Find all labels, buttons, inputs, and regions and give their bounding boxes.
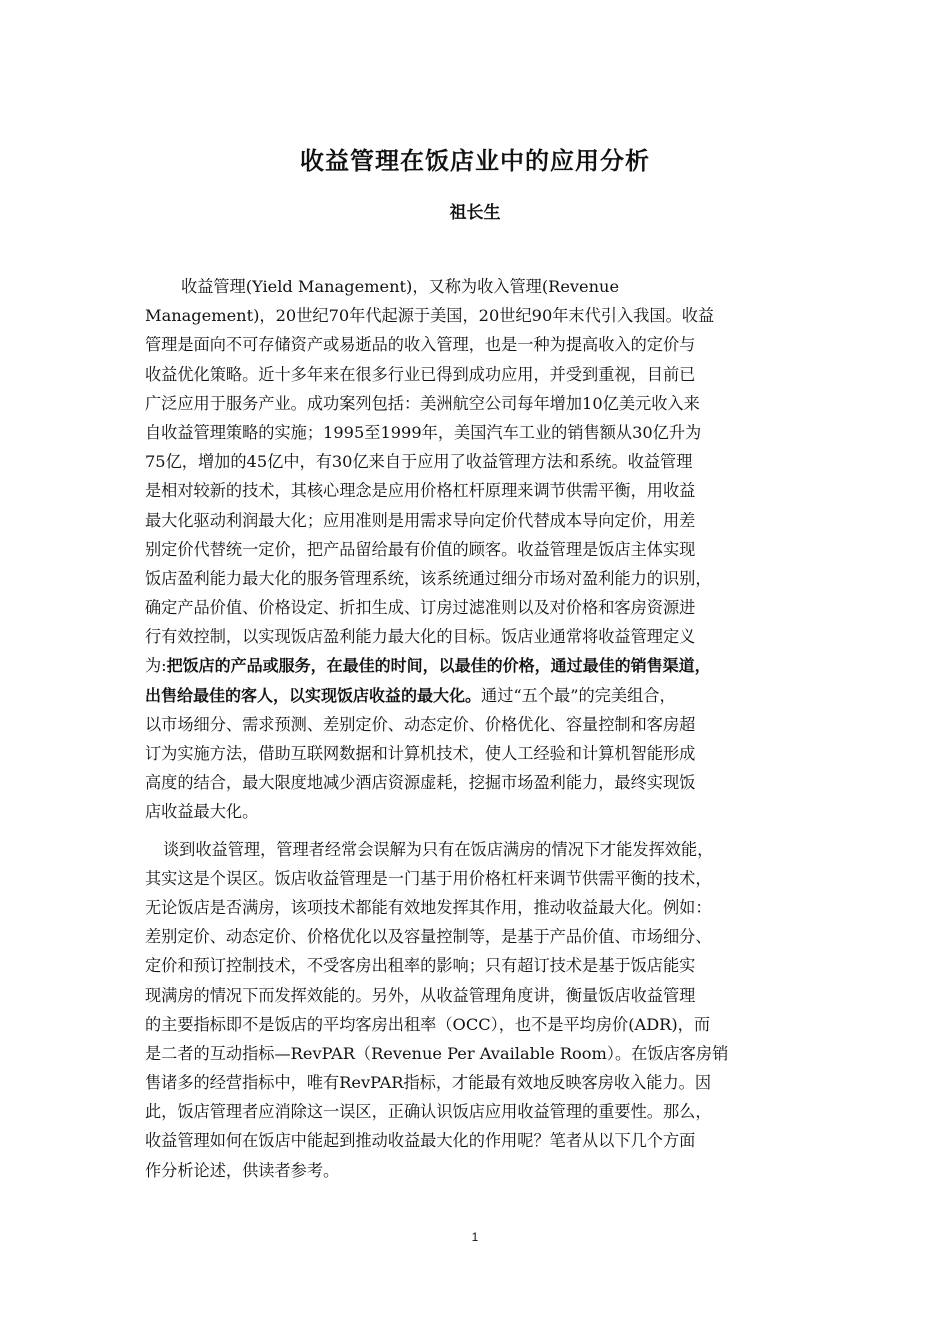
paragraph-line: 别定价代替统一定价，把产品留给最有价值的顾客。收益管理是饭店主体实现 (145, 539, 696, 559)
paragraph-line: 谈到收益管理，管理者经常会误解为只有在饭店满房的情况下才能发挥效能， (163, 839, 714, 859)
paragraph-line: Management)，20世纪70年代起源于美国，20世纪90年末代引入我国。收益 (145, 306, 715, 326)
paragraph-line: 75亿，增加的45亿中，有30亿来自于应用了收益管理方法和系统。收益管理 (145, 452, 693, 472)
definition-prefix: 为: (145, 656, 167, 676)
paragraph-line: 定价和预订控制技术，不受客房出租率的影响；只有超订技术是基于饭店能实 (145, 956, 696, 976)
paragraph-line-mixed (145, 681, 815, 710)
paragraph-line: 店收益最大化。 (145, 802, 259, 822)
paragraph-line: 作分析论述，供读者参考。 (145, 1160, 340, 1180)
paragraph-line: 收益管理(Yield Management)，又称为收入管理(Revenue (181, 277, 620, 296)
paragraph-2 (145, 835, 815, 1185)
paragraph-line: 饭店盈利能力最大化的服务管理系统，该系统通过细分市场对盈利能力的识别， (145, 568, 712, 588)
paragraph-line: 行有效控制，以实现饭店盈利能力最大化的目标。饭店业通常将收益管理定义 (145, 627, 696, 647)
paragraph-line: 收益管理如何在饭店中能起到推动收益最大化的作用呢？笔者从以下几个方面 (145, 1131, 696, 1151)
paragraph-line: 是相对较新的技术，其核心理念是应用价格杠杆原理来调节供需平衡，用收益 (145, 481, 696, 501)
paragraph-line: 现满房的情况下而发挥效能的。另外，从收益管理角度讲，衡量饭店收益管理 (145, 985, 696, 1005)
paragraph-line-mixed (145, 651, 815, 680)
paragraph-spacer (145, 827, 815, 835)
page-number: 1 (471, 1230, 479, 1244)
paragraph-line: 广泛应用于服务产业。成功案列包括：美洲航空公司每年增加10亿美元收入来 (145, 393, 700, 413)
definition-bold-text: 出售给最佳的客人，以实现饭店收益的最大化。 (145, 685, 482, 705)
paragraph-line: 高度的结合，最大限度地减少酒店资源虚耗，挖掘市场盈利能力，最终实现饭 (145, 773, 696, 793)
paragraph-1 (145, 272, 815, 827)
paragraph-line: 确定产品价值、价格设定、折扣生成、订房过滤准则以及对价格和客房资源进 (145, 598, 696, 618)
paragraph-line: 的主要指标即不是饭店的平均客房出租率（OCC），也不是平均房价(ADR)，而 (145, 1014, 711, 1034)
paragraph-line: 差别定价、动态定价、价格优化以及容量控制等，是基于产品价值、市场细分、 (145, 927, 712, 947)
author-name: 祖长生 (449, 203, 501, 223)
paragraph-line: 以市场细分、需求预测、差别定价、动态定价、价格优化、容量控制和客房超 (145, 714, 696, 734)
article-body (145, 272, 815, 1185)
paragraph-line: 管理是面向不可存储资产或易逝品的收入管理，也是一种为提高收入的定价与 (145, 335, 696, 355)
definition-bold-text: 把饭店的产品或服务，在最佳的时间，以最佳的价格，通过最佳的销售渠道， (166, 656, 711, 676)
paragraph-line: 其实这是个误区。饭店收益管理是一门基于用价格杠杆来调节供需平衡的技术， (145, 868, 712, 888)
paragraph-line: 是二者的互动指标—RevPAR（Revenue Per Available Room）。在饭店客房销 (145, 1043, 729, 1063)
document-title: 收益管理在饭店业中的应用分析 (300, 147, 650, 175)
paragraph-line: 售诸多的经营指标中，唯有RevPAR指标，才能最有效地反映客房收入能力。因 (145, 1073, 712, 1093)
paragraph-line: 此，饭店管理者应消除这一误区，正确认识饭店应用收益管理的重要性。那么， (145, 1102, 712, 1122)
paragraph-line: 自收益管理策略的实施；1995至1999年，美国汽车工业的销售额从30亿升为 (145, 422, 702, 442)
definition-suffix: 通过“五个最”的完美组合， (481, 685, 676, 705)
paragraph-line: 无论饭店是否满房，该项技术都能有效地发挥其作用，推动收益最大化。例如： (145, 897, 712, 917)
paragraph-line: 最大化驱动利润最大化；应用准则是用需求导向定价代替成本导向定价，用差 (145, 510, 696, 530)
paragraph-line: 收益优化策略。近十多年来在很多行业已得到成功应用，并受到重视，目前已 (145, 364, 696, 384)
paragraph-line: 订为实施方法，借助互联网数据和计算机技术，使人工经验和计算机智能形成 (145, 744, 696, 763)
